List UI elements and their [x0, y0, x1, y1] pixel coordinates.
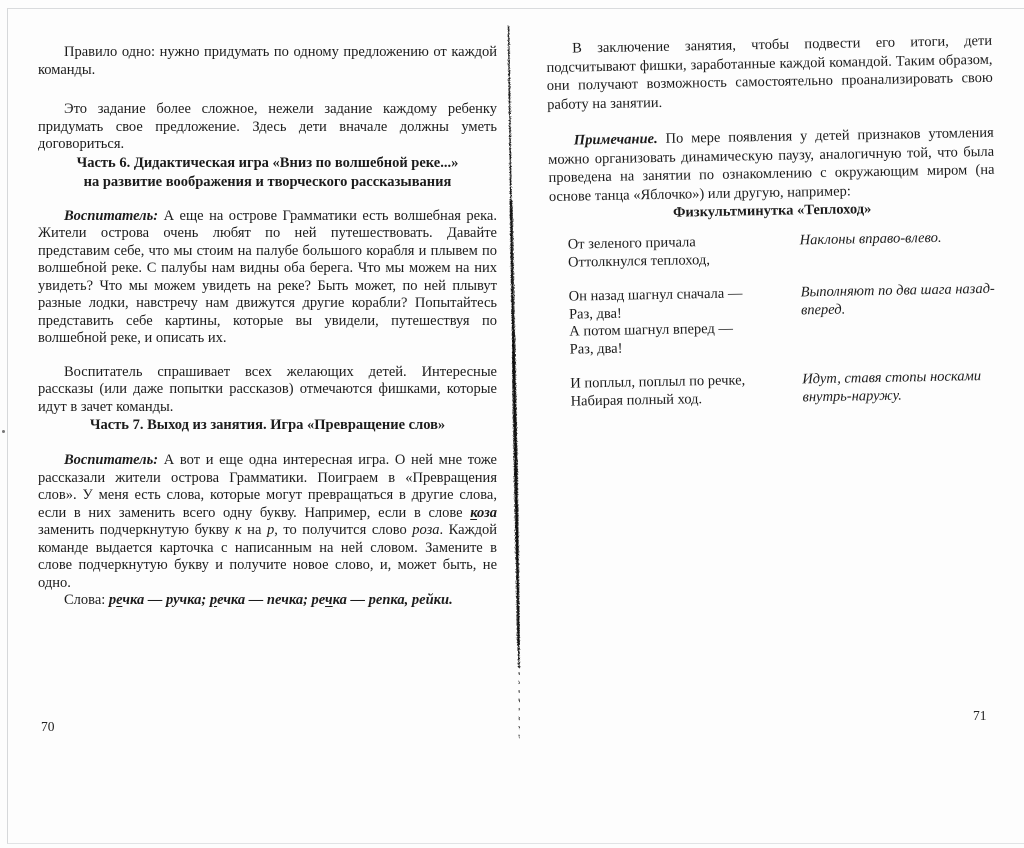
part-6-heading-line2: на развитие воображения и творческого рассказывания: [83, 173, 452, 190]
left-paragraph-1: Правило одно: нужно придумать по одному предложению от каждой команды.: [38, 44, 497, 78]
verse-line: Он назад шагнул сначала —: [568, 285, 743, 305]
part-7-heading: Часть 7. Выход из занятия. Игра «Превращение слов»: [89, 417, 446, 433]
underlined-letter: ч: [325, 592, 333, 608]
verse-line: Раз, два!: [569, 340, 623, 358]
right-paragraph-1: В заключение занятия, чтобы подвести его итоги, дети подсчитывают фишки, заработанные каждой командой. Таким образом, они получают возможность самостоятельно проанализировать свою работу на занятии.: [546, 32, 993, 113]
underlined-letter: р: [209, 592, 218, 608]
word-pair: — печка;: [245, 592, 312, 608]
paragraph-text: По мере появления у детей признаков утомления можно организовать динамическую паузу, аналогичную той, что была проведена на занятии по ознакомлению с окружающим миром (на основе танца «Яблочко») или другую, например:: [548, 124, 995, 205]
letter-r: р: [266, 522, 275, 538]
exercise-row: [551, 281, 998, 359]
right-paragraph-2: [548, 124, 995, 206]
verse-line: Набирая полный ход.: [570, 390, 703, 410]
exercise-heading: Физкультминутка «Теплоход»: [672, 201, 872, 221]
left-paragraph-4: Воспитатель спрашивает всех желающих детей. Интересные рассказы (или даже попытки рассказов) отмечаются фишками, которые идут в зачет команды.: [38, 363, 497, 415]
letter-k: к: [234, 522, 242, 538]
part-6-heading: [38, 154, 497, 192]
exercise-row: [550, 229, 997, 272]
speaker-label: Воспитатель:: [64, 452, 159, 468]
verse-line: Раз, два!: [568, 305, 622, 323]
verse-column: [569, 284, 802, 358]
underlined-letter: е: [116, 592, 123, 608]
word: ре: [311, 592, 326, 608]
page-number-left: 70: [41, 719, 55, 734]
word-list-label: Слова:: [64, 592, 109, 608]
paragraph-text: А еще на острове Грамматики есть волшебная река. Жители острова очень любят по ней путешествовать. Давайте представим себе, что мы стоим на палубе большого корабля и плывем по волшебной реке. С палубы нам видны оба берега. Что мы можем на них увидеть? Что мы можем увидеть на реке? Быть может, по ней плывут разные лодки, навстречу нам движутся другие корабли? Попытайтесь представить себе картины, которые вы увидели, путешествуя по волшебной реке, и описать их.: [38, 207, 497, 346]
movement-instruction: Наклоны вправо-влево.: [799, 229, 942, 249]
word: ка: [332, 592, 347, 608]
paragraph-text: А вот и еще одна интересная игра. О ней мне тоже рассказали жители острова Грамматики. Поиграем в «Превращения слов». У меня есть слова, которые могут превращаться в другие слова, если в них заменить всего одну букву. Например, если в слове: [38, 452, 497, 521]
speaker-label: Воспитатель:: [64, 207, 159, 224]
left-page: [38, 44, 497, 610]
example-word: роза: [412, 522, 440, 538]
left-paragraph-2: Это задание более сложное, нежели задание каждому ребенку придумать свое предложение. Здесь дети вначале должны уметь договориться.: [38, 101, 497, 152]
word: ечка: [217, 592, 246, 608]
movement-instruction: Идут, ставя стопы носками внутрь-наружу.: [802, 368, 982, 405]
movement-instruction: Выполняют по два шага назад-вперед.: [800, 280, 995, 318]
paragraph-text: . Каждой команде выдается карточка с написанным на ней словом. Замените в слове подчеркнутую букву и получите новое слово, и, может быть, не одно.: [38, 522, 498, 591]
paragraph-text: на: [241, 522, 267, 538]
verse-line: От зеленого причала: [567, 234, 696, 253]
word: р: [108, 592, 117, 608]
paragraph-text: заменить подчеркнутую букву: [38, 522, 235, 538]
note-label: Примечание.: [573, 130, 658, 149]
underlined-letter: к: [470, 504, 478, 521]
right-page: [546, 32, 999, 411]
word-pair: — репка, рейки.: [346, 592, 453, 608]
paragraph-text: , то получится слово: [274, 522, 413, 538]
word: чка: [122, 592, 145, 608]
word-pair: — ручка;: [144, 592, 210, 608]
page-number-right: 71: [973, 708, 987, 723]
verse-line: И поплыл, поплыл по речке,: [570, 372, 746, 392]
left-paragraph-5: [38, 452, 497, 592]
verse-column: [568, 232, 801, 271]
left-paragraph-3: [38, 208, 497, 348]
example-word: оза: [477, 504, 497, 521]
word-list: [38, 592, 497, 610]
verse-line: Оттолкнулся теплоход,: [567, 251, 711, 271]
verse-line: А потом шагнул вперед —: [569, 320, 734, 340]
verse-column: [570, 371, 803, 410]
part-6-heading-line1: Часть 6. Дидактическая игра «Вниз по волшебной реке...»: [76, 154, 459, 171]
exercise-table: [550, 229, 999, 411]
